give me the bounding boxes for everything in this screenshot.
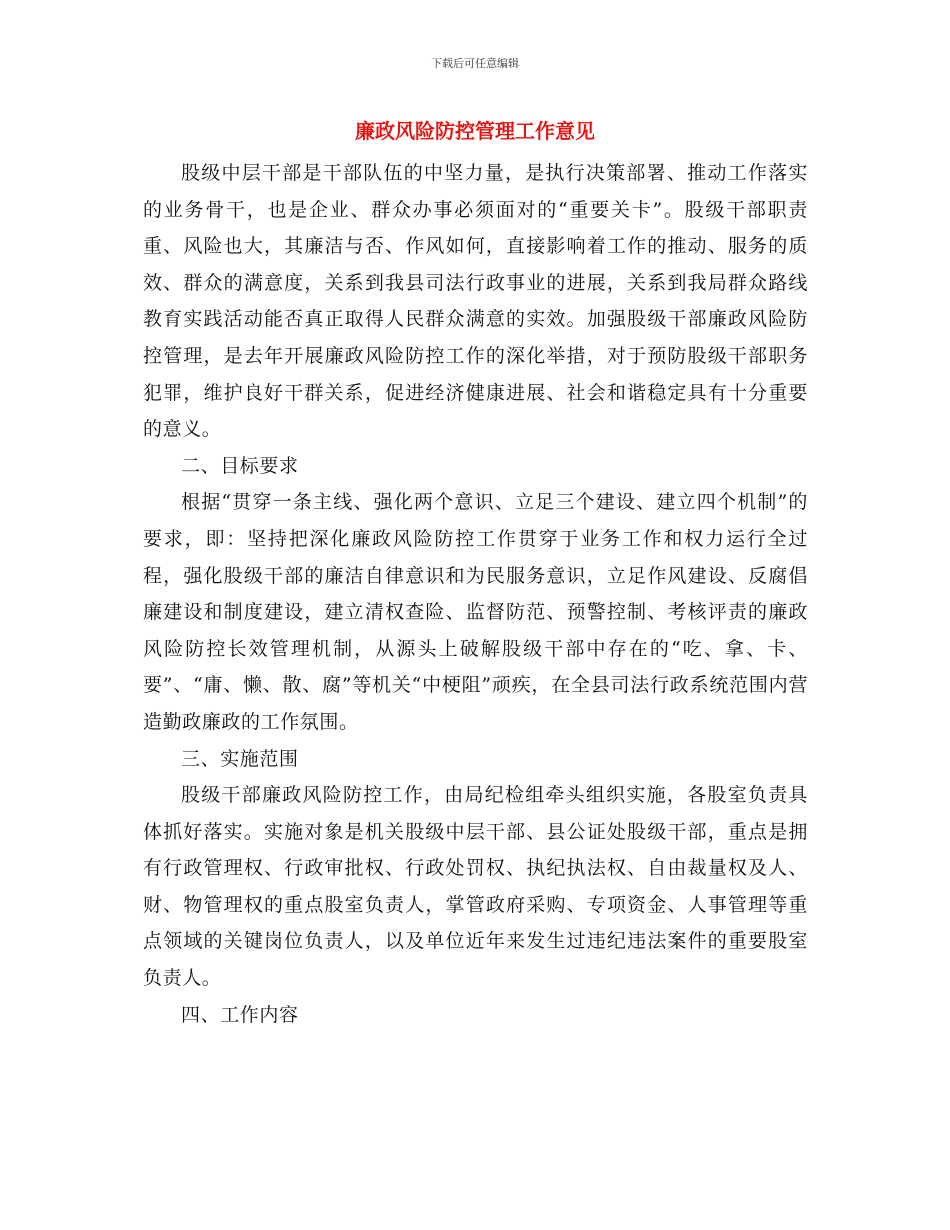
page-header-note: 下载后可任意编辑 [431,57,519,70]
document-body [143,155,808,1033]
document-title: 廉政风险防控管理工作意见 [355,119,595,143]
section-heading-goals: 二、目标要求 [181,454,299,477]
section-heading-scope: 三、实施范围 [181,747,299,770]
goals-paragraph: 根据“贯穿一条主线、强化两个意识、立足三个建设、建立四个机制”的要求，即：坚持把深化廉政风险防控工作贯穿于业务工作和权力运行全过程，强化股级干部的廉洁自律意识和为民服务意识，立足作风建设、反腐倡廉建设和制度建设，建立清权查险、监督防范、预警控制、考核评责的廉政风险防控长效管理机制，从源头上破解股级干部中存在的“吃、拿、卡、要”、“庸、懒、散、腐”等机关“中梗阻”顽疾，在全县司法行政系统范围内营造勤政廉政的工作氛围。 [143,491,808,733]
section-heading-content: 四、工作内容 [181,1003,299,1026]
scope-paragraph: 股级干部廉政风险防控工作，由局纪检组牵头组织实施，各股室负责具体抓好落实。实施对象是机关股级中层干部、县公证处股级干部，重点是拥有行政管理权、行政审批权、行政处罚权、执纪执法权、自由裁量权及人、财、物管理权的重点股室负责人，掌管政府采购、专项资金、人事管理等重点领域的关键岗位负责人，以及单位近年来发生过违纪违法案件的重要股室负责人。 [143,784,808,990]
intro-paragraph: 股级中层干部是干部队伍的中坚力量，是执行决策部署、推动工作落实的业务骨干，也是企业、群众办事必须面对的“重要关卡”。股级干部职责重、风险也大，其廉洁与否、作风如何，直接影响着工作的推动、服务的质效、群众的满意度，关系到我县司法行政事业的进展，关系到我局群众路线教育实践活动能否真正取得人民群众满意的实效。加强股级干部廉政风险防控管理，是去年开展廉政风险防控工作的深化举措，对于预防股级干部职务犯罪，维护良好干群关系，促进经济健康进展、社会和谐稳定具有十分重要的意义。 [143,162,808,441]
